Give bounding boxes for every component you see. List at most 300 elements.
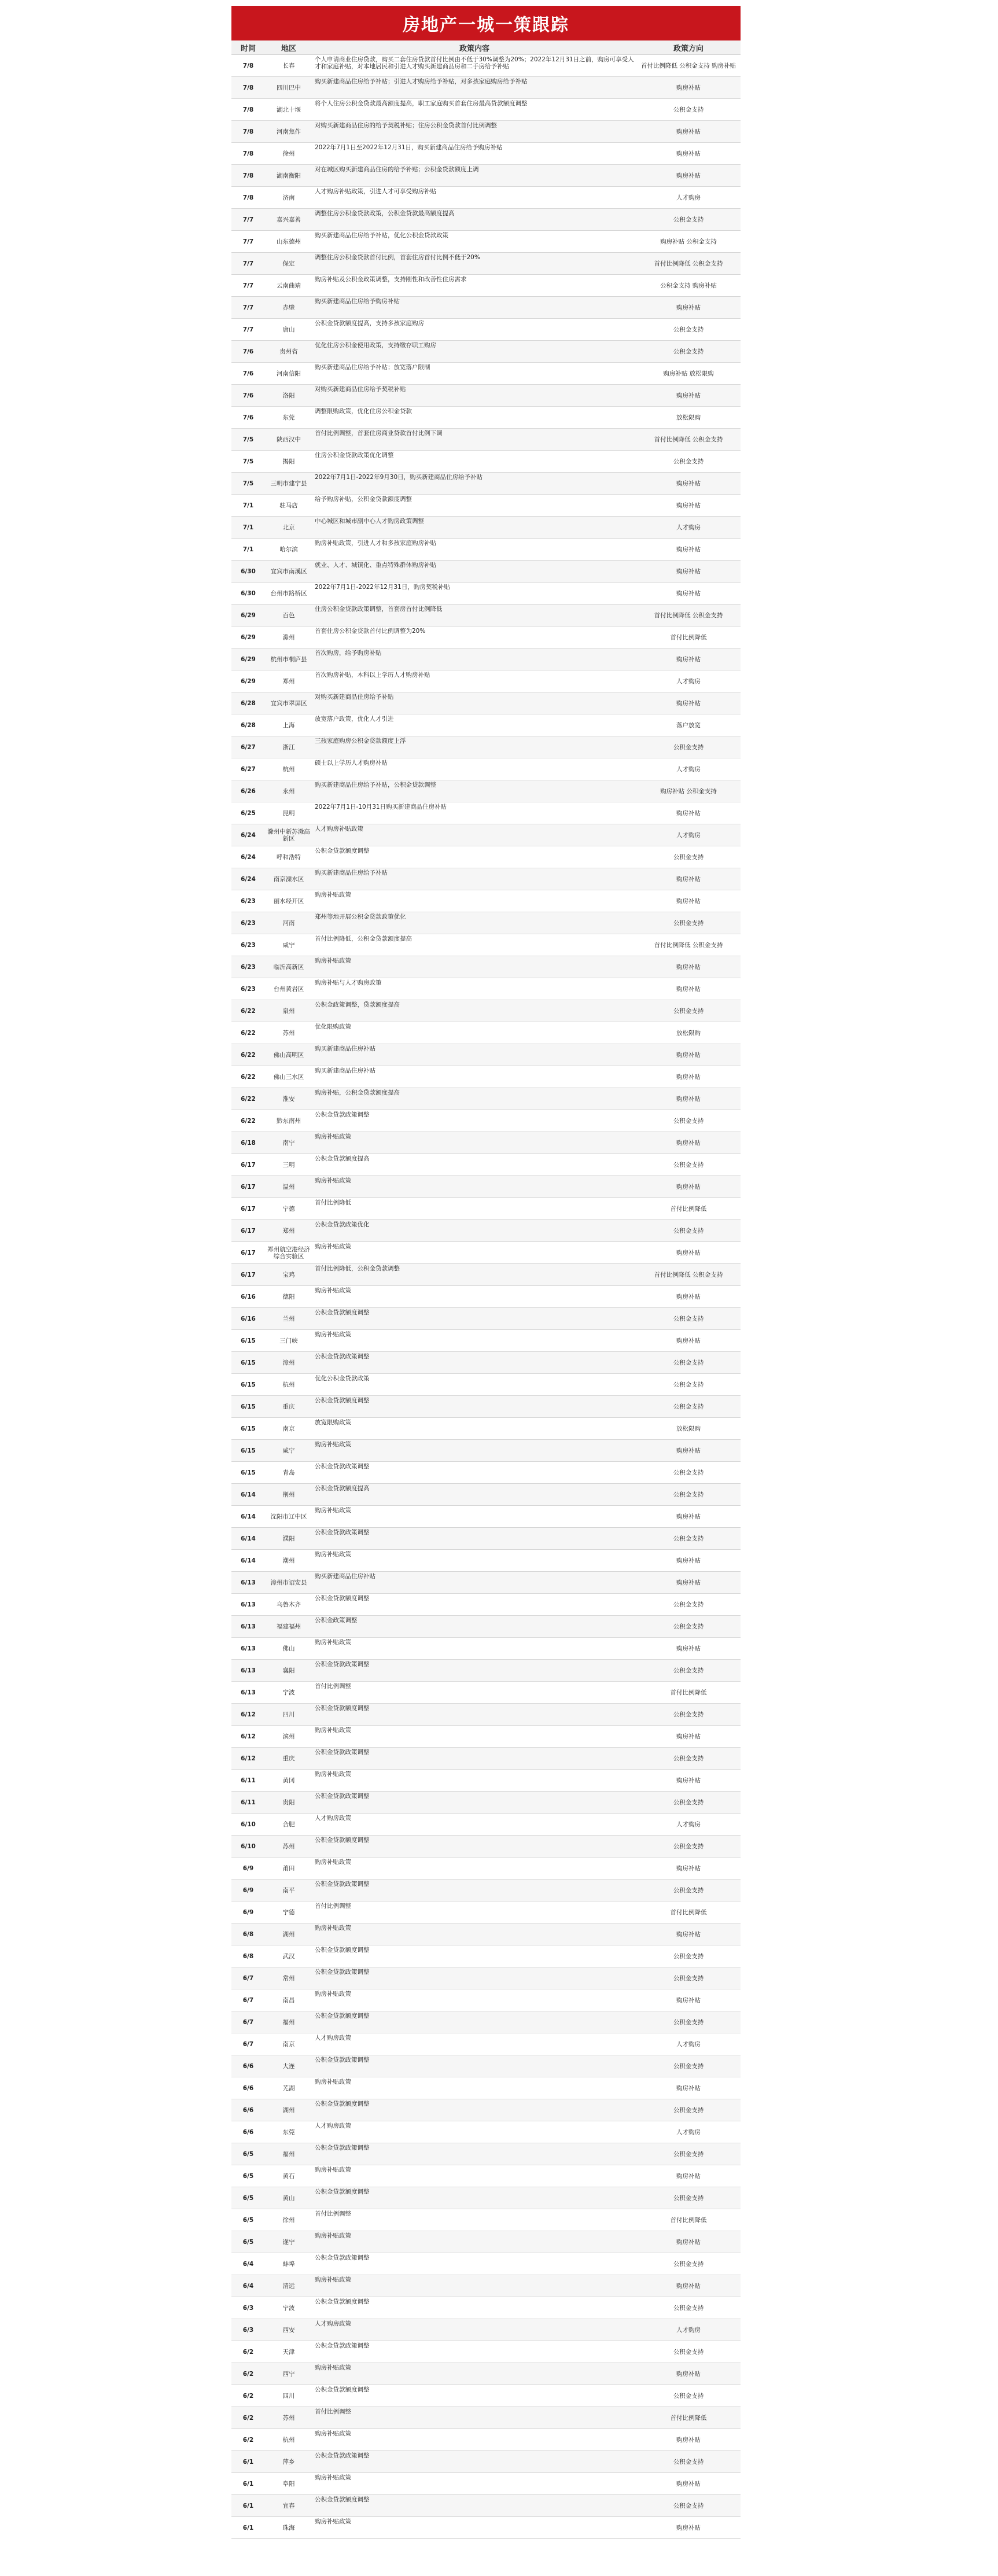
- row-city: 西安: [282, 2326, 295, 2334]
- row-content: 郑州等地开展公积金贷款政策优化: [315, 913, 406, 920]
- row-direction: 购房补贴: [676, 2370, 701, 2378]
- row-content: 购房补贴政策: [315, 957, 351, 964]
- table-row: [231, 1858, 741, 1880]
- row-date: 6/23: [241, 963, 256, 971]
- row-direction: 公积金支持: [673, 1117, 704, 1125]
- row-direction: 购房补贴: [676, 875, 701, 883]
- row-date: 6/7: [242, 2018, 254, 2026]
- row-direction: 首付比例降低: [670, 2216, 707, 2224]
- row-city: 台州市路桥区: [270, 589, 307, 597]
- row-content: 首付比例调整: [315, 2210, 351, 2217]
- row-content: 公积金贷款额度提高，支持多孩家庭购房: [315, 320, 424, 327]
- row-content: 调整住房公积金贷款首付比例，首套住房首付比例不低于20%: [315, 254, 480, 261]
- row-direction: 公积金支持: [673, 1842, 704, 1850]
- table-row: [231, 714, 741, 736]
- row-city: 河南焦作: [277, 128, 301, 135]
- row-city: 南平: [282, 1886, 295, 1894]
- row-content: 购买新建商品住房给予购房补贴: [315, 298, 400, 305]
- row-content: 公积金贷款额度调整: [315, 2013, 370, 2019]
- table-row: [231, 1945, 741, 1967]
- table-row: [231, 2253, 741, 2275]
- table-row: [231, 231, 741, 253]
- table-row: [231, 363, 741, 385]
- row-direction: 放松限购: [676, 414, 701, 421]
- header-content: 政策内容: [459, 44, 489, 53]
- row-direction: 购房补贴: [676, 1777, 701, 1784]
- table-row: [231, 1726, 741, 1748]
- row-direction: 购房补贴: [676, 655, 701, 663]
- table-row: [231, 1220, 741, 1242]
- row-direction: 购房补贴: [676, 2084, 701, 2092]
- row-direction: 公积金支持: [673, 1469, 704, 1476]
- row-content: 将个人住房公积金贷款最高额度提高，职工家庭购买首套住房最高贷款额度调整: [315, 100, 528, 107]
- row-content: 放宽限购政策: [315, 1419, 351, 1426]
- row-direction: 公积金支持: [673, 1799, 704, 1806]
- row-city: 长春: [282, 62, 295, 69]
- table-row: [231, 77, 741, 99]
- row-content: 优化限购政策: [315, 1023, 351, 1030]
- row-city: 揭阳: [282, 458, 295, 465]
- row-city: 荆州: [282, 1491, 295, 1498]
- row-content: 公积金贷款额度调整: [315, 1397, 370, 1404]
- row-direction: 购房补贴: [676, 2282, 701, 2290]
- table-row: [231, 1352, 741, 1374]
- row-direction: 公积金支持: [673, 106, 704, 113]
- row-direction: 购房补贴: [676, 1183, 701, 1191]
- row-city: 苏州: [282, 1842, 295, 1850]
- row-direction: 购房补贴: [676, 84, 701, 91]
- row-city: 漳州市诏安县: [270, 1579, 307, 1586]
- row-date: 6/6: [242, 2062, 254, 2070]
- row-date: 6/5: [242, 2238, 254, 2246]
- table-row: [231, 978, 741, 1000]
- row-direction: 公积金支持: [673, 2194, 704, 2202]
- row-city: 福州: [282, 2150, 295, 2158]
- row-date: 6/29: [241, 633, 256, 641]
- row-city: 清远: [282, 2282, 295, 2290]
- row-direction: 公积金支持: [673, 1974, 704, 1982]
- row-direction: 人才购房: [676, 2326, 701, 2334]
- row-direction: 人才购房: [676, 1820, 701, 1828]
- row-direction: 购房补贴: [676, 1293, 701, 1300]
- row-content: 购房补贴政策: [315, 2430, 351, 2437]
- row-date: 7/8: [242, 128, 254, 135]
- row-date: 6/17: [241, 1161, 256, 1169]
- row-city: 滁州中新苏滁高新区: [267, 828, 310, 842]
- row-content: 购买新建商品住房给予补贴，优化公积金贷款政策: [315, 232, 448, 239]
- row-direction: 公积金支持: [673, 458, 704, 465]
- row-content: 首付比例降低，公积金贷款额度提高: [315, 935, 412, 942]
- row-date: 6/27: [241, 743, 256, 751]
- table-row: [231, 1792, 741, 1814]
- table-row: [231, 1594, 741, 1616]
- row-direction: 购房补贴: [676, 1073, 701, 1081]
- row-content: 公积金贷款额度调整: [315, 1595, 370, 1602]
- table-row: [231, 890, 741, 912]
- row-content: 公积金贷款政策调整: [315, 1749, 370, 1756]
- table-row: [231, 1682, 741, 1704]
- row-content: 购房补贴政策，引进人才和多孩家庭购房补贴: [315, 540, 436, 547]
- row-date: 6/9: [242, 1886, 254, 1894]
- table-row: [231, 912, 741, 934]
- row-date: 6/15: [241, 1337, 256, 1344]
- row-direction: 人才购房: [676, 524, 701, 531]
- table-row: [231, 495, 741, 517]
- row-date: 6/6: [242, 2084, 254, 2092]
- row-date: 6/13: [241, 1667, 256, 1674]
- row-date: 6/15: [241, 1403, 256, 1410]
- row-direction: 购房补贴: [676, 2480, 701, 2487]
- row-direction: 放松限购: [676, 1425, 701, 1432]
- table-row: [231, 1704, 741, 1726]
- row-date: 6/4: [242, 2260, 254, 2268]
- row-content: 购房补贴政策: [315, 1331, 351, 1338]
- row-date: 6/29: [241, 655, 256, 663]
- row-city: 遂宁: [282, 2238, 295, 2246]
- row-date: 6/13: [241, 1579, 256, 1586]
- row-city: 河南信阳: [277, 370, 301, 377]
- row-direction: 人才购房: [676, 2128, 701, 2136]
- row-city: 武汉: [282, 1952, 295, 1960]
- row-date: 6/2: [242, 2370, 254, 2378]
- row-date: 6/17: [241, 1205, 256, 1213]
- row-direction: 公积金支持: [673, 2260, 704, 2268]
- row-date: 6/11: [241, 1777, 256, 1784]
- row-date: 7/7: [242, 238, 254, 245]
- row-content: 公积金贷款政策调整: [315, 1881, 370, 1888]
- row-direction: 购房补贴: [676, 1579, 701, 1586]
- table-row: [231, 451, 741, 473]
- table-row: [231, 2165, 741, 2187]
- table-row: [231, 1550, 741, 1572]
- row-content: 2022年7月1日至2022年12月31日，购买新建商品住房给予购房补贴: [315, 144, 503, 151]
- row-date: 6/6: [242, 2128, 254, 2136]
- table-row: [231, 1901, 741, 1923]
- table-row: [231, 605, 741, 627]
- row-direction: 公积金支持: [673, 1161, 704, 1169]
- row-city: 北京: [282, 524, 295, 531]
- row-date: 7/7: [242, 216, 254, 223]
- row-date: 6/14: [241, 1535, 256, 1542]
- table-row: [231, 253, 741, 275]
- table-row: [231, 780, 741, 802]
- table-row: [231, 1374, 741, 1396]
- table-row: [231, 1264, 741, 1286]
- row-content: 中心城区和城市副中心人才购房政策调整: [315, 518, 424, 525]
- row-city: 浙江: [282, 743, 295, 751]
- row-city: 唐山: [282, 326, 295, 333]
- row-date: 7/8: [242, 84, 254, 91]
- row-content: 购房补贴政策: [315, 2166, 351, 2173]
- table-row: [231, 1176, 741, 1198]
- row-direction: 公积金支持: [673, 2348, 704, 2356]
- row-city: 滁州: [282, 633, 295, 641]
- row-date: 6/14: [241, 1513, 256, 1520]
- row-content: 人才购房补贴政策，引进人才可享受购房补贴: [315, 188, 436, 195]
- header-date: 时间: [240, 44, 256, 53]
- row-content: 就业、人才、城镇化、重点特殊群体购房补贴: [315, 562, 436, 569]
- table-row: [231, 956, 741, 978]
- row-content: 购房补贴与人才购房政策: [315, 979, 382, 986]
- table-row: [231, 55, 741, 77]
- row-content: 购房补贴政策: [315, 1507, 351, 1514]
- row-city: 福州: [282, 2018, 295, 2026]
- row-date: 7/7: [242, 282, 254, 289]
- table-row: [231, 2143, 741, 2165]
- row-content: 人才购房补贴政策: [315, 826, 363, 832]
- row-date: 6/5: [242, 2172, 254, 2180]
- row-city: 苏州: [282, 1029, 295, 1037]
- table-row: [231, 341, 741, 363]
- row-city: 佛山高明区: [273, 1051, 304, 1059]
- row-direction: 公积金支持: [673, 2392, 704, 2400]
- row-date: 6/13: [241, 1645, 256, 1652]
- row-date: 6/15: [241, 1359, 256, 1366]
- row-content: 公积金贷款额度调整: [315, 2298, 370, 2305]
- table-row: [231, 1110, 741, 1132]
- row-direction: 公积金支持: [673, 1711, 704, 1718]
- row-date: 7/6: [242, 348, 254, 355]
- table-row: [231, 1638, 741, 1660]
- row-content: 购房补贴政策: [315, 1925, 351, 1932]
- row-direction: 首付比例降低: [670, 2414, 707, 2422]
- row-content: 优化住房公积金使用政策，支持缴存职工购房: [315, 342, 436, 349]
- table-row: [231, 758, 741, 780]
- row-content: 三孩家庭购房公积金贷款额度上浮: [315, 738, 406, 745]
- row-date: 6/5: [242, 2194, 254, 2202]
- table-row: [231, 934, 741, 956]
- table-row: [231, 868, 741, 890]
- row-direction: 购房补贴: [676, 502, 701, 509]
- row-city: 漳州: [282, 1359, 295, 1366]
- row-content: 对购买新建商品住房给予补贴: [315, 694, 394, 701]
- row-direction: 首付比例降低 公积金支持: [654, 260, 723, 267]
- row-city: 咸宁: [282, 1447, 295, 1454]
- row-city: 百色: [282, 611, 295, 619]
- row-date: 6/2: [242, 2414, 254, 2422]
- row-content: 购房补贴，公积金贷款额度提高: [315, 1089, 400, 1096]
- row-date: 6/30: [241, 589, 256, 597]
- row-content: 硕士以上学历人才购房补贴: [315, 760, 388, 766]
- row-direction: 人才购房: [676, 2040, 701, 2048]
- row-city: 临沂高新区: [273, 963, 304, 971]
- row-city: 湖州: [282, 2106, 295, 2114]
- row-city: 四川巴中: [277, 84, 301, 91]
- table-row: [231, 2055, 741, 2077]
- row-content: 购买新建商品住房给予补贴；引进人才购房给予补贴，对多孩家庭购房给予补贴: [315, 78, 528, 85]
- row-content: 首付比例调整，首套住房商业贷款首付比例下调: [315, 430, 443, 437]
- row-direction: 公积金支持: [673, 1381, 704, 1388]
- row-city: 滨州: [282, 1733, 295, 1740]
- row-direction: 人才购房: [676, 831, 701, 839]
- row-date: 6/15: [241, 1381, 256, 1388]
- table-row: [231, 1440, 741, 1462]
- row-date: 7/5: [242, 436, 254, 443]
- table-row: [231, 2429, 741, 2451]
- row-content: 首次购房补贴，本科以上学历人才购房补贴: [315, 672, 430, 679]
- row-direction: 购房补贴: [676, 985, 701, 993]
- row-direction: 购房补贴: [676, 2238, 701, 2246]
- row-content: 购房补贴政策: [315, 1243, 351, 1250]
- table-row: [231, 1330, 741, 1352]
- row-content: 首付比例降低，公积金贷款调整: [315, 1265, 400, 1272]
- row-direction: 公积金支持: [673, 348, 704, 355]
- row-content: 给予购房补贴，公积金贷款额度调整: [315, 496, 412, 503]
- row-content: 公积金贷款额度调整: [315, 2188, 370, 2195]
- row-content: 公积金贷款额度提高: [315, 1485, 370, 1492]
- row-direction: 首付比例降低: [670, 1689, 707, 1696]
- table-row: [231, 2275, 741, 2297]
- row-city: 潮州: [282, 1557, 295, 1564]
- row-direction: 人才购房: [676, 194, 701, 201]
- row-city: 东莞: [282, 2128, 295, 2136]
- row-direction: 公积金支持 购房补贴: [660, 282, 717, 289]
- row-content: 首次购房，给予购房补贴: [315, 650, 382, 657]
- row-date: 6/22: [241, 1051, 256, 1059]
- row-direction: 公积金支持: [673, 326, 704, 333]
- row-city: 重庆: [282, 1403, 295, 1410]
- row-direction: 首付比例降低 公积金支持: [654, 1271, 723, 1278]
- table-row: [231, 1836, 741, 1858]
- row-city: 莆田: [282, 1864, 295, 1872]
- row-date: 6/2: [242, 2436, 254, 2444]
- row-city: 郑州: [282, 1227, 295, 1234]
- row-content: 放宽落户政策，优化人才引进: [315, 716, 394, 723]
- row-city: 西宁: [282, 2370, 295, 2378]
- table-row: [231, 583, 741, 605]
- row-date: 7/6: [242, 392, 254, 399]
- table-row: [231, 2407, 741, 2429]
- row-direction: 购房补贴: [676, 1249, 701, 1256]
- row-content: 对购买新建商品住房的给予契税补贴；住房公积金贷款首付比例调整: [315, 122, 497, 129]
- row-direction: 首付比例降低 公积金支持: [654, 436, 723, 443]
- table-row: [231, 1484, 741, 1506]
- row-date: 7/8: [242, 194, 254, 201]
- row-date: 6/6: [242, 2106, 254, 2114]
- row-date: 6/15: [241, 1469, 256, 1476]
- table-row: [231, 736, 741, 758]
- row-date: 7/8: [242, 172, 254, 179]
- row-content: 公积金贷款额度提高: [315, 1155, 370, 1162]
- row-city: 湖州: [282, 1930, 295, 1938]
- row-content: 购买新建商品住房补贴: [315, 1067, 375, 1074]
- row-direction: 首付比例降低: [670, 1908, 707, 1916]
- row-date: 6/26: [241, 787, 256, 795]
- row-city: 常州: [282, 1974, 295, 1982]
- row-date: 6/5: [242, 2216, 254, 2224]
- row-city: 丽水经开区: [273, 897, 304, 905]
- row-date: 7/1: [242, 502, 254, 509]
- row-content: 购房补贴及公积金政策调整，支持刚性和改善性住房需求: [315, 276, 467, 283]
- table-row: [231, 275, 741, 297]
- row-direction: 公积金支持: [673, 216, 704, 223]
- table-row: [231, 2495, 741, 2517]
- row-content: 公积金政策调整，贷款额度提高: [315, 1001, 400, 1008]
- row-content: 个人申请商业住房贷款，购买二套住房贷款首付比例由不低于30%调整为20%；2022年12月31日之前，购房可享受人才和家庭补贴，对本地居民和引进人才购买新建商品房和二手房给予补贴: [315, 56, 634, 70]
- row-direction: 公积金支持: [673, 2018, 704, 2026]
- table-row: [231, 2363, 741, 2385]
- row-date: 6/24: [241, 831, 256, 839]
- row-city: 三明: [282, 1161, 295, 1169]
- row-direction: 放松限购: [676, 1029, 701, 1037]
- row-direction: 公积金支持: [673, 1227, 704, 1234]
- row-city: 四川: [282, 2392, 295, 2400]
- row-date: 6/1: [242, 2502, 254, 2509]
- row-city: 哈尔滨: [279, 546, 298, 553]
- row-city: 上海: [282, 721, 295, 729]
- row-date: 6/14: [241, 1491, 256, 1498]
- row-city: 乌鲁木齐: [277, 1601, 301, 1608]
- row-date: 6/7: [242, 1996, 254, 2004]
- row-city: 陕西汉中: [277, 436, 301, 443]
- row-date: 6/3: [242, 2304, 254, 2312]
- table-row: [231, 1132, 741, 1154]
- row-content: 首付比例调整: [315, 2408, 351, 2415]
- row-direction: 首付比例降低: [670, 633, 707, 641]
- row-date: 6/22: [241, 1073, 256, 1081]
- row-city: 黄山: [282, 2194, 295, 2202]
- row-content: 公积金贷款政策调整: [315, 2452, 370, 2459]
- row-date: 6/24: [241, 853, 256, 861]
- table-row: [231, 2473, 741, 2495]
- row-content: 首付比例调整: [315, 1903, 351, 1910]
- row-direction: 公积金支持: [673, 1952, 704, 1960]
- row-date: 6/5: [242, 2150, 254, 2158]
- row-direction: 落户放宽: [676, 721, 701, 729]
- row-direction: 首付比例降低: [670, 1205, 707, 1213]
- row-city: 台州黄岩区: [273, 985, 304, 993]
- row-date: 7/7: [242, 260, 254, 267]
- row-content: 对购买新建商品住房给予契税补贴: [315, 386, 406, 393]
- row-content: 购房补贴政策: [315, 1551, 351, 1558]
- row-content: 公积金贷款政策调整: [315, 1111, 370, 1118]
- row-direction: 购房补贴: [676, 2436, 701, 2444]
- table-row: [231, 187, 741, 209]
- row-direction: 购房补贴: [676, 897, 701, 905]
- row-content: 购房补贴政策: [315, 1639, 351, 1646]
- row-date: 6/10: [241, 1842, 256, 1850]
- row-content: 购房补贴政策: [315, 1727, 351, 1734]
- row-content: 公积金贷款政策调整: [315, 1969, 370, 1976]
- row-city: 济南: [282, 194, 295, 201]
- row-city: 宁德: [282, 1908, 295, 1916]
- row-city: 驻马店: [279, 502, 298, 509]
- row-direction: 首付比例降低 公积金支持 购房补贴: [640, 62, 736, 69]
- table-row: [231, 1308, 741, 1330]
- table-row: [231, 2319, 741, 2341]
- table-row: [231, 1880, 741, 1901]
- row-date: 7/8: [242, 150, 254, 157]
- row-content: 首付比例降低: [315, 1199, 351, 1206]
- table-header: [231, 40, 741, 55]
- row-city: 杭州: [282, 2436, 295, 2444]
- table-row: [231, 670, 741, 692]
- row-date: 6/13: [241, 1623, 256, 1630]
- row-city: 贵州省: [279, 348, 298, 355]
- row-date: 6/29: [241, 611, 256, 619]
- row-content: 公积金贷款政策调整: [315, 1463, 370, 1470]
- row-direction: 购房补贴: [676, 128, 701, 135]
- header-direction: 政策方向: [673, 44, 704, 53]
- row-city: 杭州: [282, 765, 295, 773]
- row-date: 6/22: [241, 1117, 256, 1125]
- row-date: 6/15: [241, 1447, 256, 1454]
- table-row: [231, 2517, 741, 2539]
- row-content: 购房补贴政策: [315, 1133, 351, 1140]
- row-city: 宁德: [282, 1205, 295, 1213]
- row-date: 6/23: [241, 985, 256, 993]
- row-content: 住房公积金贷款政策调整，首套房首付比例降低: [315, 606, 443, 613]
